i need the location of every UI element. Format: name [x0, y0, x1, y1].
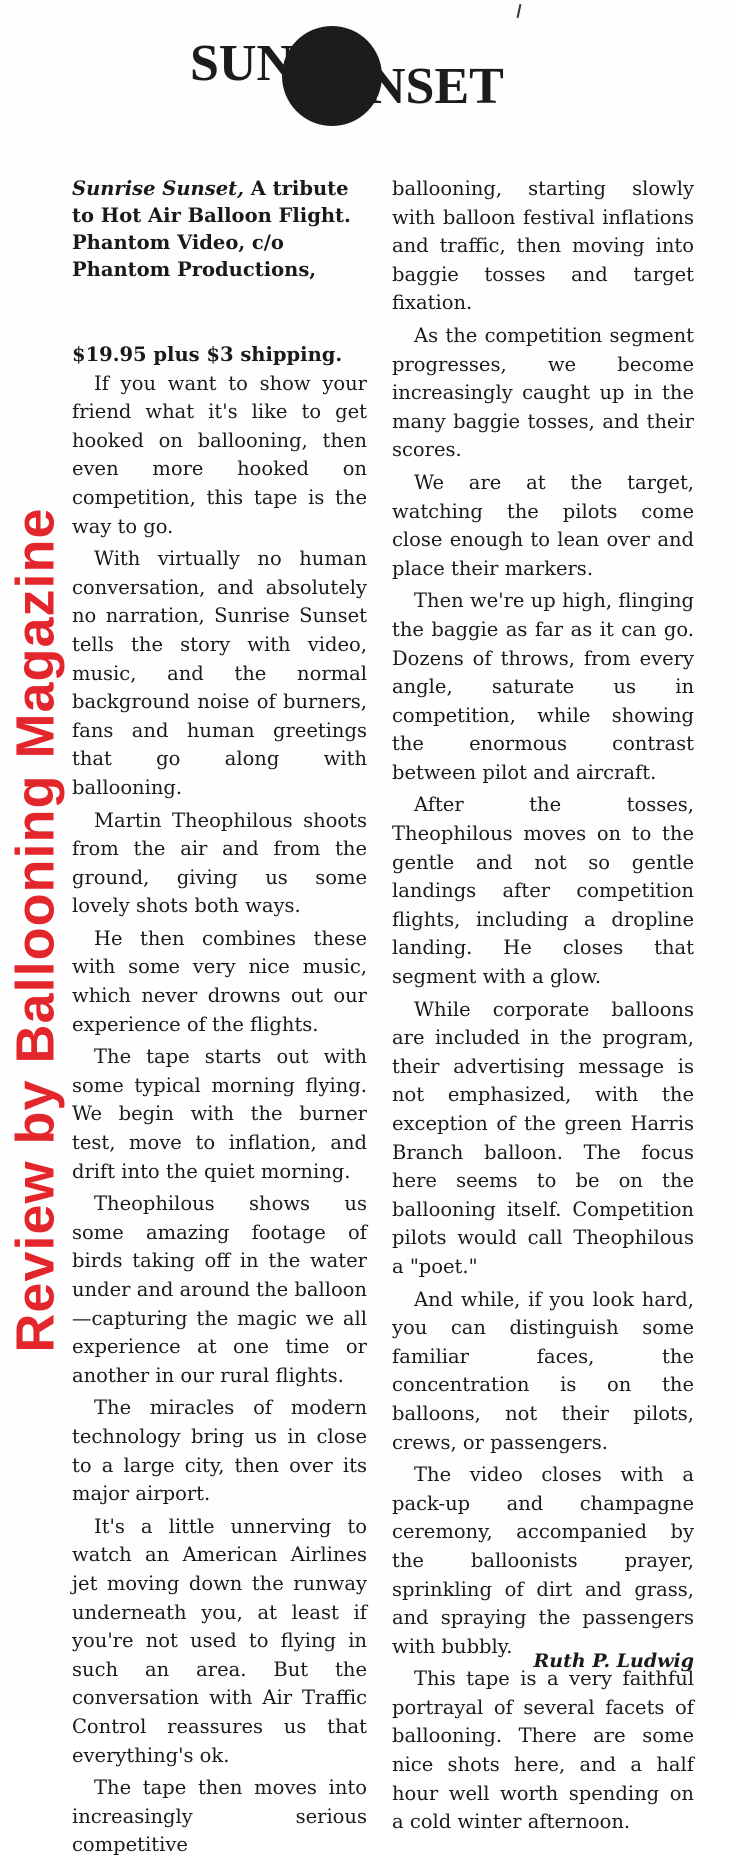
review-intro [72, 175, 367, 283]
paragraph: ballooning, starting slowly with balloon festival inflations and traffic, then moving into baggie tosses and target fixation. [392, 177, 694, 315]
paragraph: While corporate balloons are included in the program, their advertising message is not emphasized, with the exception of the green Harris Branch balloon. The focus here seems to be on the ballooning itself. Competition pilots would call Theophilous a "poet." [392, 997, 694, 1278]
paragraph: The tape then moves into increasingly serious competitive [72, 1776, 367, 1857]
paragraph: Theophilous shows us some amazing footage of birds taking off in the water under and around the balloon—capturing the magic we all experience at one time or another in our rural flights. [72, 1192, 367, 1387]
paragraph: Then we're up high, flinging the baggie as far as it can go. Dozens of throws, from every angle, saturate us in competition, while showing the enormous contrast between pilot and aircraft. [392, 589, 694, 784]
sunrise-sunset-logo [190, 18, 530, 128]
paragraph: After the tosses, Theophilous moves on to the gentle and not so gentle landings after competition flights, including a dropline landing. He closes that segment with a glow. [392, 793, 694, 989]
paragraph: He then combines these with some very nice music, which never drowns out our experience of the flights. [72, 926, 367, 1036]
author-byline: Ruth P. Ludwig [533, 1650, 694, 1672]
paragraph: With virtually no human conversation, and absolutely no narration, Sunrise Sunset tells the story with video, music, and the normal background noise of burners, fans and human greetings that go along with ballooning. [72, 547, 367, 799]
paragraph: The tape starts out with some typical morning flying. We begin with the burner test, move to inflation, and drift into the quiet morning. [72, 1045, 367, 1183]
left-paragraphs [72, 370, 367, 1860]
paragraph: We are at the target, watching the pilots come close enough to lean over and place their markers. [392, 470, 694, 580]
scan-mark [517, 4, 522, 18]
paragraph: The miracles of modern technology bring us in close to a large city, then over its major airport. [72, 1396, 367, 1506]
paragraph: And while, if you look hard, you can distinguish some familiar faces, the concentration is on the balloons, not their pilots, crews, or passengers. [392, 1287, 694, 1454]
video-title: Sunrise Sunset, [72, 177, 244, 200]
paragraph: The video closes with a pack-up and champagne ceremony, accompanied by the balloonists prayer, sprinkling of dirt and grass, and spraying the passengers with bubbly. [392, 1463, 694, 1658]
price-line: $19.95 plus $3 shipping. [72, 343, 343, 366]
sidebar-label [6, 165, 66, 1695]
paragraph: Martin Theophilous shoots from the air and from the ground, giving us some lovely shots both ways. [72, 808, 367, 918]
right-column [392, 175, 694, 1841]
logo-graphic [190, 18, 530, 128]
paragraph: This tape is a very faithful portrayal of several facets of ballooning. There are some nice shots here, and a half hour well worth spending on a cold winter afternoon. [392, 1667, 694, 1834]
sidebar-label-text: Review by Ballooning Magazine [6, 507, 66, 1353]
logo-text-left: SUNR [190, 35, 332, 92]
paragraph: If you want to show your friend what it's like to get hooked on ballooning, then even more hooked on competition, this tape is the way to go. [72, 371, 367, 538]
paragraph: It's a little unnerving to watch an American Airlines jet moving down the runway underneath you, at least if you're not used to flying in such an area. But the conversation with Air Traffic Control reassures us that everything's ok. [72, 1514, 367, 1767]
logo-text-right: NSET [368, 58, 504, 115]
video-details: A tribute to Hot Air Balloon Flight. Phantom Video, c/o Phantom Productions, [72, 177, 351, 281]
left-column [72, 175, 367, 1864]
paragraph: As the competition segment progresses, we become increasingly caught up in the many baggie tosses, and their scores. [392, 323, 694, 462]
